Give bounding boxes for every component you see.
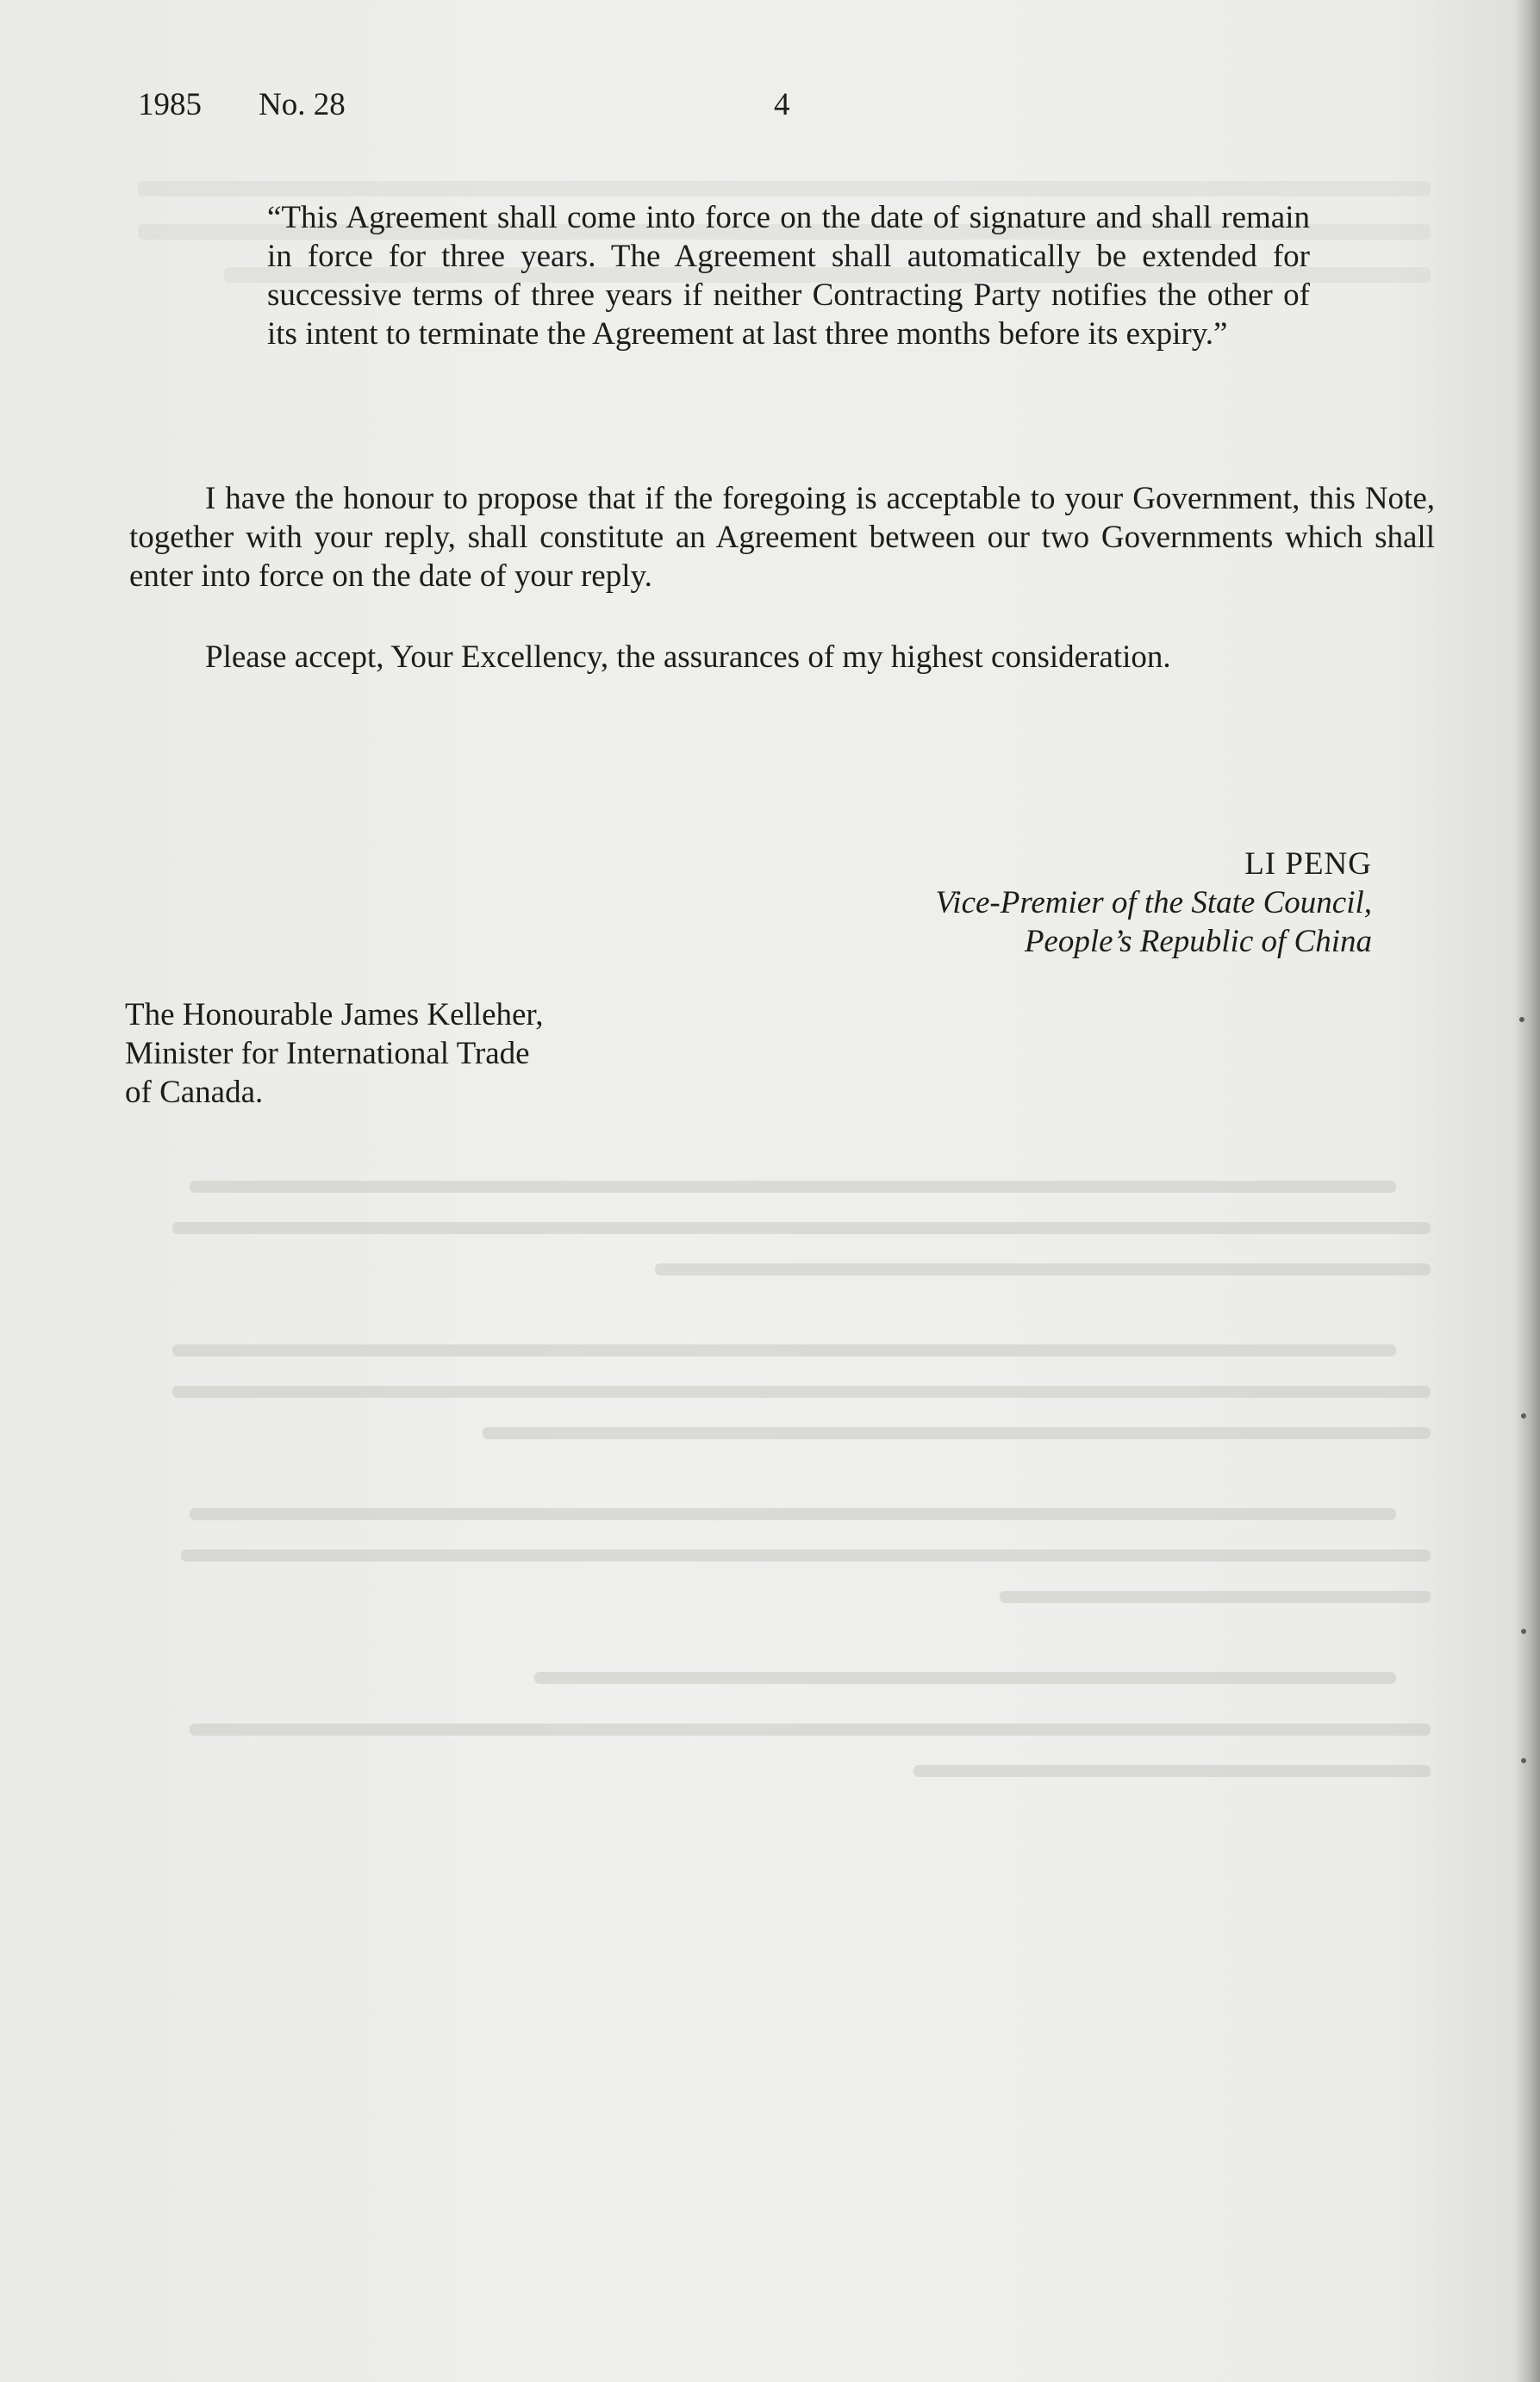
page-number: 4 xyxy=(774,87,790,122)
quoted-agreement-clause: “This Agreement shall come into force on the date of signature and shall remain in force for three years. The Agreement shall automatically be extended for successive terms of three years if neither Contracting Party notifies the other of its intent to terminate the Agreement at last three months before its expiry.” xyxy=(267,200,1310,352)
signatory-name: LI PENG xyxy=(1244,846,1372,882)
addressee-line-1: The Honourable James Kelleher, xyxy=(125,997,544,1032)
proposal-paragraph: I have the honour to propose that if the foregoing is acceptable to your Government, this Note, together with your reply, shall constitute an Agreement between our two Governments which shall enter into force on the date of your reply. xyxy=(129,481,1435,594)
header-document-number: No. 28 xyxy=(259,87,346,122)
bleed-through-texture xyxy=(138,1163,1431,1853)
closing-paragraph: Please accept, Your Excellency, the assurances of my highest consideration. xyxy=(205,639,1171,675)
signatory-country: People’s Republic of China xyxy=(1024,924,1372,959)
bleed-through-lines xyxy=(138,1163,1431,1853)
page-edge-shadow xyxy=(1514,0,1540,2382)
signature-block xyxy=(935,845,1372,961)
addressee-line-3: of Canada. xyxy=(125,1075,264,1110)
addressee-line-2: Minister for International Trade xyxy=(125,1036,530,1071)
header-year: 1985 xyxy=(138,87,202,122)
signatory-title: Vice-Premier of the State Council, xyxy=(935,885,1372,920)
addressee-block xyxy=(125,995,544,1112)
